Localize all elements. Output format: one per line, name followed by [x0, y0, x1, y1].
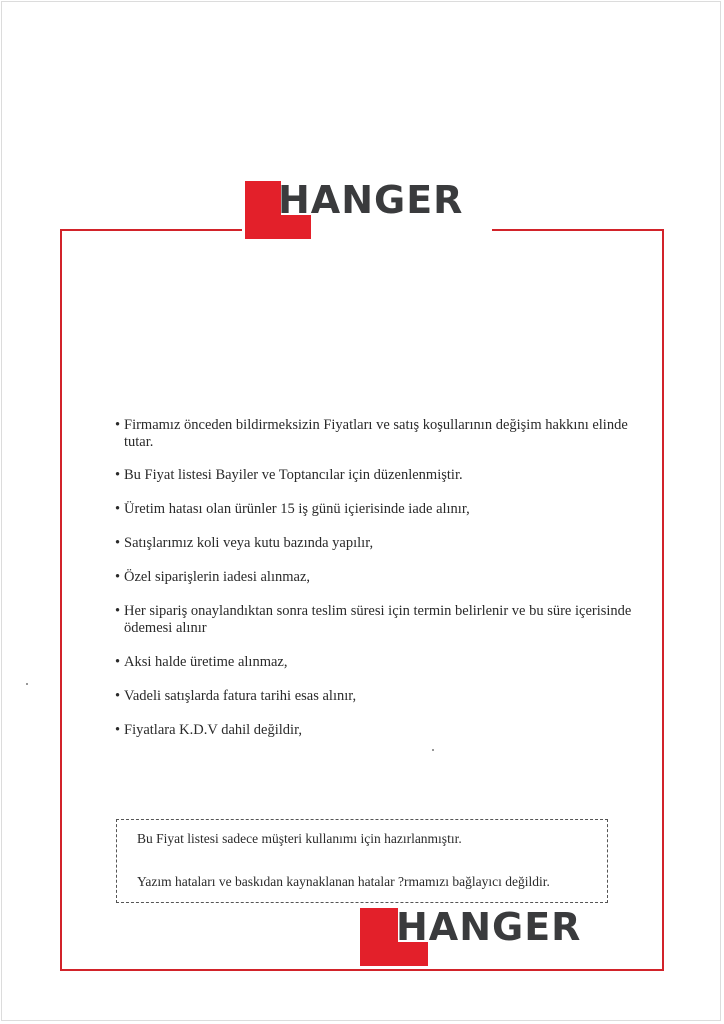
disclaimer-box	[116, 819, 608, 903]
disclaimer-line: Yazım hataları ve baskıdan kaynaklanan hatalar ?rmamızı bağlayıcı değildir.	[137, 874, 550, 889]
term-item: • Özel siparişlerin iadesi alınmaz,	[115, 569, 635, 586]
term-item: • Firmamız önceden bildirmeksizin Fiyatları ve satış koşullarının değişim hakkını elinde tutar.	[115, 417, 635, 451]
disclaimer-line: Bu Fiyat listesi sadece müşteri kullanımı için hazırlanmıştır.	[137, 831, 462, 846]
logo-wordmark: HANGER	[396, 905, 582, 949]
print-speck	[26, 683, 28, 685]
logo-wordmark: HANGER	[278, 178, 464, 222]
brand-logo-top	[242, 178, 492, 241]
brand-logo-bottom	[360, 905, 610, 967]
term-item: • Satışlarımız koli veya kutu bazında yapılır,	[115, 535, 635, 552]
term-item: • Vadeli satışlarda fatura tarihi esas alınır,	[115, 688, 635, 705]
term-item: • Fiyatlara K.D.V dahil değildir,	[115, 722, 635, 739]
term-item: • Her sipariş onaylandıktan sonra teslim süresi için termin belirlenir ve bu süre içerisinde ödemesi alınır	[115, 603, 635, 637]
print-speck	[432, 749, 434, 751]
term-item: • Üretim hatası olan ürünler 15 iş günü içierisinde iade alınır,	[115, 501, 635, 518]
term-item: • Aksi halde üretime alınmaz,	[115, 654, 635, 671]
term-item: • Bu Fiyat listesi Bayiler ve Toptancılar için düzenlenmiştir.	[115, 467, 635, 484]
